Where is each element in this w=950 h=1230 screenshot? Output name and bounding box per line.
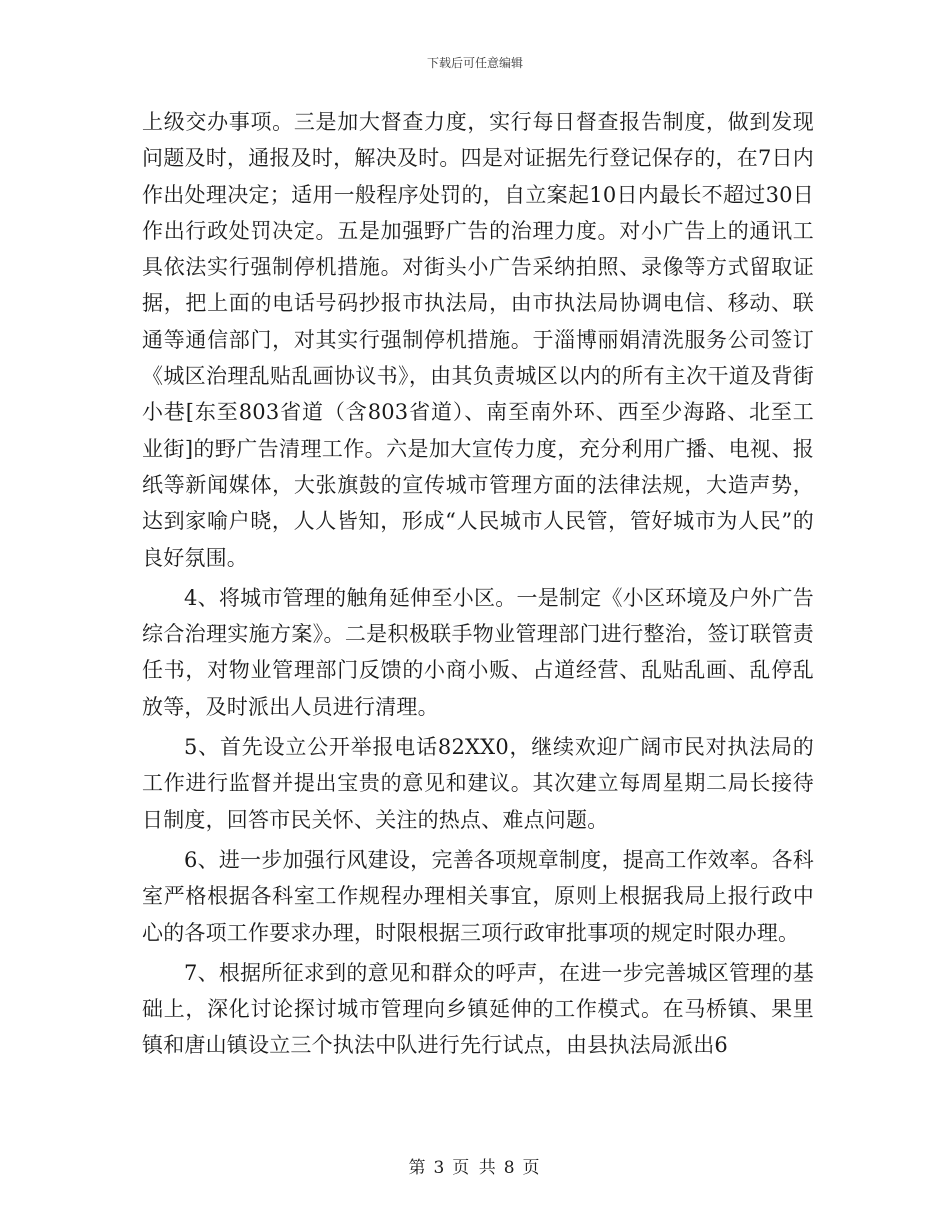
current-page-number: 3 — [433, 1158, 447, 1178]
footer-middle: 页 共 — [452, 1158, 498, 1178]
paragraph-item-6: 6、进一步加强行风建设，完善各项规章制度，提高工作效率。各科室严格根据各科室工作规程办理相关事宜，原则上根据我局上报行政中心的各项工作要求办理，时限根据三项行政审批事项的规定时限办理。 — [142, 847, 814, 945]
total-pages-number: 8 — [503, 1158, 517, 1178]
footer-suffix: 页 — [522, 1158, 542, 1178]
footer-prefix: 第 — [408, 1158, 428, 1178]
paragraph-item-5: 5、首先设立公开举报电话82XX0，继续欢迎广阔市民对执法局的工作进行监督并提出宝贵的意见和建议。其次建立每周星期二局长接待日制度，回答市民关怀、关注的热点、难点问题。 — [142, 735, 814, 832]
page-header-note: 下载后可任意编辑 — [426, 56, 523, 70]
paragraph-item-4: 4、将城市管理的触角延伸至小区。一是制定《小区环境及户外广告综合治理实施方案》。二是积极联手物业管理部门进行整治，签订联管责任书，对物业管理部门反馈的小商小贩、占道经营、乱贴乱画、乱停乱放等，及时派出人员进行清理。 — [142, 585, 814, 719]
paragraph-item-7: 7、根据所征求到的意见和群众的呼声，在进一步完善城区管理的基础上，深化讨论探讨城市管理向乡镇延伸的工作模式。在马桥镇、果里镇和唐山镇设立三个执法中队进行先行试点，由县执法局派出6 — [142, 960, 814, 1058]
paragraph-continuation: 上级交办事项。三是加大督查力度，实行每日督查报告制度，做到发现问题及时，通报及时，解决及时。四是对证据先行登记保存的，在7日内作出处理决定；适用一般程序处罚的，自立案起10日内最长不超过30日作出行政处罚决定。五是加强野广告的治理力度。对小广告上的通讯工具依法实行强制停机措施。对街头小广告采纳拍照、录像等方式留取证据，把上面的电话号码抄报市执法局，由市执法局协调电信、移动、联通等通信部门，对其实行强制停机措施。于淄博丽娟清洗服务公司签订《城区治理乱贴乱画协议书》，由其负责城区以内的所有主次干道及背街小巷[东至803省道（含803省道）、南至南外环、西至少海路、北至工业街]的野广告清理工作。六是加大宣传力度，充分利用广播、电视、报纸等新闻媒体，大张旗鼓的宣传城市管理方面的法律法规，大造声势，达到家喻户晓，人人皆知，形成“人民城市人民管，管好城市为人民”的良好氛围。 — [142, 110, 814, 570]
document-body — [142, 104, 814, 1064]
page-footer — [0, 1153, 950, 1178]
